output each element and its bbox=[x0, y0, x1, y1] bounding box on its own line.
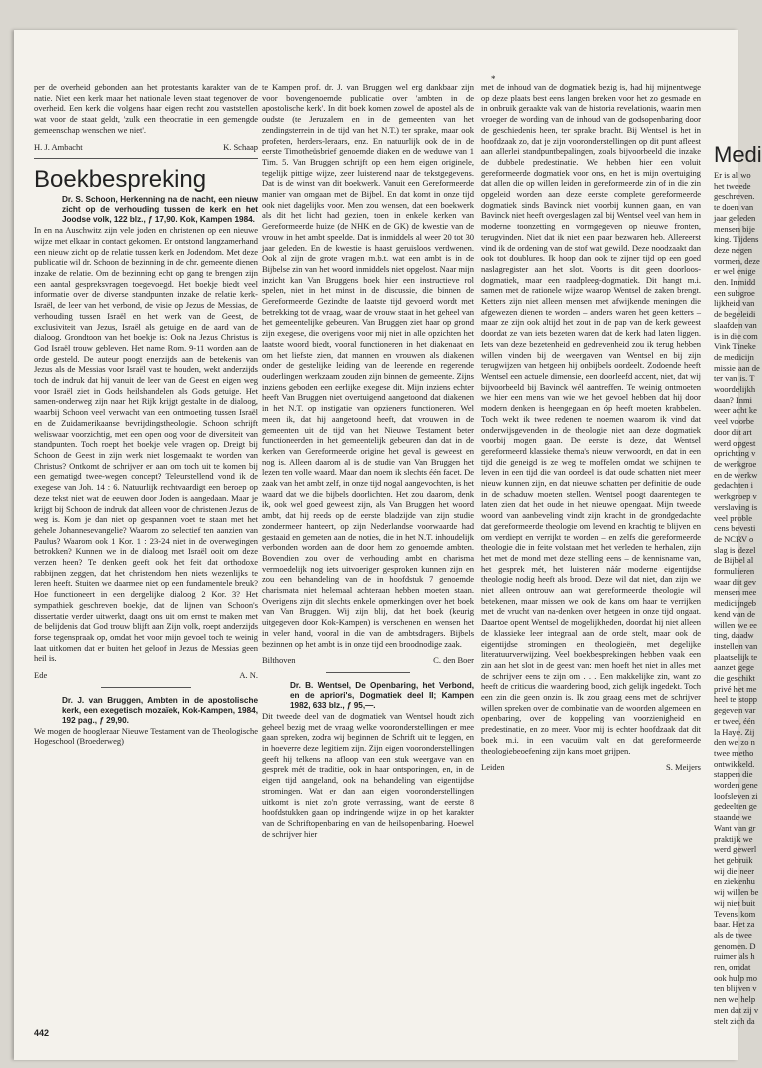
adjacent-line: een subgroe bbox=[714, 287, 755, 298]
review-1-heading: Dr. S. Schoon, Herkenning na de nacht, een nieuw zicht op de verhouding tussen de kerk en het Joodse volk, 122 blz., ƒ 17,90. Kok, Kampen 1984. bbox=[62, 195, 258, 225]
adjacent-line: de NCRV o bbox=[714, 533, 754, 544]
adjacent-line: ruimer als h bbox=[714, 951, 755, 962]
adjacent-line: kend van de bbox=[714, 608, 756, 619]
adjacent-line: aanzet gege bbox=[714, 662, 754, 673]
signature-author: A. N. bbox=[239, 670, 258, 681]
adjacent-line: genomen. D bbox=[714, 940, 756, 951]
column-3 bbox=[481, 82, 701, 773]
adjacent-line: loofsleven zi bbox=[714, 790, 758, 801]
adjacent-line: de medicijn bbox=[714, 351, 754, 362]
signature-author: S. Meijers bbox=[666, 762, 701, 773]
signature-3 bbox=[262, 655, 474, 666]
column-2 bbox=[262, 82, 474, 839]
adjacent-line: door dit art bbox=[714, 426, 752, 437]
adjacent-line: cens bevesti bbox=[714, 523, 756, 534]
review-2-body: te Kampen prof. dr. J. van Bruggen wel erg dankbaar zijn voor bovengenoemde publicatie over 'ambten in de apostolische kerk'. In dit boek komen zowel de apostel als de oudste (te Jeruzalem en in de gemeenten van het zendingsterrein in de tijd van het N.T.) ter sprake, maar ook profeten, herders-leraars, enz. En natuurlijk ook de in de eerste Timotheüsbrief genoemde diaken en de weduwe van 1 Tim. 5. Van Bruggen schrijft op een hem eigen originele, tegelijk pittige wijze, zeer luisterend naar de tekstgegevens. Dat is de winst van dit boekwerk. Vanuit een Gereformeerde manier van omgaan met de Bijbel. En dat komt in onze tijd ook niet dagelijks voor. Men zou wensen, dat een boekwerk als dit het licht had gezien, toen in enkele kerken van Gereformeerde huize (de NHK en de GK) de kwestie van de vrouw in het ambt speelde. Dat is inmiddels al weer 20 tot 30 jaar geleden. En de kwestie is haast geruisloos verdwenen. Ook al zijn de grote vragen m.b.t. wat een ambt is in de Bijbelse zin van het woord inmiddels niet opgelost. Naar mijn inzicht kan Van Bruggens boek hier een instructieve rol spelen, niet in het minst in de discussie, die binnen de Gereformeerde Gezindte de laatste tijd gevoerd wordt met betrekking tot de vraag, waar de vrouw staat in het geheel van het gemeentelijke gebeuren. Van Bruggen ziet haar op grond zijn exegese, die overigens voor mij niet in alle opzichten het laatste woord biedt, vooral functioneren in het diakenaat en om het liefste zien, dat mannen en vrouwen als diakenen onder de gestelijke leiding van de leerende en regerende ouderlingen werkzaam zouden zijn binnen de gemeente. Zijns inziens geboden een eerlijke exegese dit. Mijn inziens echter heeft Van Bruggen niet overtuigend aangetoond dat diakenen in het N.T. op instigatie van opzieners functioneren. Wel meen ik, dat hij aangetoond heeft, dat vrouwen in de gemeenten uit de tijd van het Nieuwe Testament beter functioneerden in het gemeentelijk gebeuren dan dat in de kerken van Gereformeerde origine het geval is geweest en nog is. Alleen daarom al is de studie van Van Bruggen het lezen ten volle waard. Maar dan noem ik slechts één facet. De zaak van het ambt zelf, in onze tijd nogal aangevochten, is het waard dat we die bijbels doorlichten. Het zou daarom, denk ik, ook wel goed geweest zijn, als Van Bruggen het woord ambt, dat hij reeds op de eerste bladzijde van zijn studie zondermeer hanteert, op zijn Nederlandse voorwaarde had gestaaid en gemeten aan de noties, die in het N.T. inhoudelijk verbonden worden aan de door hem zo genoemde ambten. Bovendien zou over de verhouding ambt en charisma vermoedelijk nog iets uitvoeriger gesproken kunnen zijn en zou een behandeling van de in hoofdstuk 7 genoemde charismata niet helemaal achteraan hebben moeten staan. Overigens zijn dit slechts enkele opmerkingen over het boek van Van Bruggen. Wij zijn blij, dat het boek (keurig uitgegeven door Kok-Kampen) is verschenen en wensen het in veler hand, vooral in die van de ambtsdragers. Bijbels bezinnen op het ambt is in onze tijd een broodnodige zaak. bbox=[262, 82, 474, 649]
adjacent-line: mensen mee bbox=[714, 587, 757, 598]
divider bbox=[101, 687, 191, 688]
adjacent-line: veel proble bbox=[714, 512, 752, 523]
column-1 bbox=[34, 82, 258, 747]
adjacent-line: den. Inmidd bbox=[714, 277, 756, 288]
adjacent-line: vormen, deze bbox=[714, 255, 760, 266]
adjacent-line: wij niet buit bbox=[714, 897, 756, 908]
review-3-heading: Dr. B. Wentsel, De Openbaring, het Verbond, en de apriori's, Dogmatiek deel II; Kampen 1982, 633 blz., ƒ 95,—. bbox=[290, 680, 474, 710]
adjacent-line: ting, daadw bbox=[714, 630, 754, 641]
adjacent-line: te doen van bbox=[714, 202, 754, 213]
adjacent-line: veel voorbe bbox=[714, 416, 754, 427]
adjacent-line: als de twee bbox=[714, 929, 752, 940]
adjacent-line: slaafden van bbox=[714, 319, 757, 330]
divider bbox=[34, 158, 258, 159]
adjacent-line: praktijk we bbox=[714, 833, 753, 844]
review-3-body: met de inhoud van de dogmatiek bezig is, had hij mijnentwege op deze plaats best eens langen breken voor het zo gesmade en in onbruik geraakte vak van de historia revelationis, waarin men vroeger de wording van de inhoud van de godsopenbaring door de geschiedenis heen, ter sprake bracht. Bij Wentsel is het in hoofdzaak zo, dat je zijn vooronderstellingen op dit punt afleest aan allerlei standpuntbepalingen, zoals bijvoorbeeld die inzake de dubbele predestinatie. We hebben hier een voluit gereformeerde dogmatiek voor ons, en het is mijn overtuiging dat allen die op willen leiden in gereformeerde zin of in die zin opgeleid worden aan deze eerste complete gereformeerde dogmatiek sinds Bavinck niet voorbij kunnen gaan, en van Bavinck niet heeft overgeslagen zal bij Wentsel veel van hem in moderne toonzetting en vormgegeven op nieuwe fronten, terugvinden. Niet dat ik niet een paar bezwaren heb. Allereerst vind ik de ordening van de stof wat gewild. Deze noodzaakt dan ook tot doublures. Ik hoop dan ook te zijner tijd op een goed naslagregister aan het slot. Voorts is dit geen doorloos-dogmatiek, maar een raadpleeg-dogmatiek. Dit hangt m.i. samen met de rationele wijze waarop Wentsel de zaken brengt. Ketters zijn niet alleen mensen met afwijkende meningen die afgewezen dienen te worden – anders waren het geen ketters – maar ze zijn ook altijd het zout in de pap van de kerk geweest doordat ze van iets bezeten waren dat de kerk had laten liggen. Iets van deze bezetenheid en gedrevenheid zou ik terug hebben willen vinden bij de weergaven van Wentsel en bij zijn terugwijzen van hetgeen hij onbijbels oordeelt. Zodoende heeft Wentsel een actuele dimensie, een doorleefd accent, niet, dat wij bijvoorbeeld bij Bavinck wél aantreffen. Te weinig ontmoeten we hier een mens van wie we het gevoel hebben dat hij door modern denken is heengegaan en óp heeft moeten krabbelen. Toch wekt ik twee redenen te noemen waarom ik vind dat onderwijsgevenden in de theologie niet aan deze dogmatiek voorbij mogen gaan. De eerste is deze, dat Wentsel gereformeerd klassieke thema's nieuw verwoordt, en dat in een tijd die geneigd is ze weg te moffelen omdat we schijnen te leven in een tijd die van oordeel is dat oude schatten niet meer nieuw kunnen zijn, en dat nieuwe schatten per definitie de oude in de schaduw moeten stellen. Wentsel poogt daarentegen te laten zien dat het oude in het nieuwe opengaat. Mijn tweede woord van aanbeveling vindt zijn kracht in de grondgedachte dat gereformeerde theologie om levend en krachtig te blijven en om verdiept en verrijkt te worden – en zelfs die gereformeerde theologie die in feite volstaan met het verleden te herhalen, zijn het met de mond met deze stelling eens – de kennisname van, het gesprek mét, het luisteren náár moderne eigentijdse theologie nodig heeft als brood. Deze wil dat niet, dan zijn we niet alleen ontrouw aan wat gereformeerde theologie wil betekenen, maar missen we ook de kans om haar te verrijken met de vrucht van na-denken over hetgeen in onze tijd ongaat. Daartoe opent Wentsel de mogelijkheden, doordat hij niet alleen de klassieke leer integraal aan de orde stelt, maar ook de eigentijdse stromingen en theologieën, met degelijke literatuurverwijzing. Veel boekbesprekingen hebben vaak een zin aan het slot in de geest van: men hoeft het niet in alles met de schrijver eens te zijn om . . . Een makkelijke zin, want zo heeft de criticus die waardering bood, zich gelijk ingedekt. Toch een zin die geen onzin is. Ik zou graag eens met de schrijver willen spreken over de combinatie van de woorden algemeen en openbaring, over de koppeling van voorzienigheid en predestinatie, en zo meer. Voor mij is echter hoofdzaak dat dit boek m.i. in een vacuüm valt en dat gereformeerde theologiebeoefening zijn kans moet grijpen. bbox=[481, 82, 701, 756]
adjacent-line: missie aan de bbox=[714, 362, 760, 373]
signature-1 bbox=[34, 142, 258, 153]
adjacent-line: weer acht ke bbox=[714, 405, 757, 416]
adjacent-line: Want van gr bbox=[714, 822, 756, 833]
section-title: Boekbespreking bbox=[34, 166, 207, 194]
adjacent-line: privé het me bbox=[714, 683, 757, 694]
signature-4 bbox=[481, 762, 701, 773]
ornament: * bbox=[491, 74, 496, 84]
adjacent-line: medicijngeb bbox=[714, 598, 757, 609]
adjacent-page-column bbox=[714, 170, 760, 1026]
adjacent-line: lijkheid van bbox=[714, 298, 755, 309]
divider bbox=[326, 672, 411, 673]
adjacent-line: plaatselijk te bbox=[714, 651, 758, 662]
signature-2 bbox=[34, 670, 258, 681]
adjacent-line: staande we bbox=[714, 812, 752, 823]
adjacent-line: en de werkw bbox=[714, 469, 758, 480]
adjacent-line: Er is al wo bbox=[714, 170, 751, 180]
adjacent-line: la Haye. Zij bbox=[714, 726, 755, 737]
adjacent-line: het gebruik bbox=[714, 855, 753, 865]
adjacent-line: slag is dezel bbox=[714, 544, 756, 555]
adjacent-line: ten blijven v bbox=[714, 983, 757, 994]
adjacent-line: Vink Tineke bbox=[714, 341, 756, 352]
signature-author: K. Schaap bbox=[223, 141, 258, 152]
adjacent-line: deze negen bbox=[714, 244, 752, 255]
adjacent-line: die geschikt bbox=[714, 673, 755, 684]
adjacent-line: baar. Het za bbox=[714, 919, 755, 930]
adjacent-line: werd opgest bbox=[714, 437, 756, 448]
adjacent-line: mensen bije bbox=[714, 223, 755, 234]
adjacent-line: jaar geleden bbox=[714, 212, 756, 223]
adjacent-line: het tweede bbox=[714, 180, 751, 191]
adjacent-line: is in die com bbox=[714, 330, 758, 341]
adjacent-line: woordelijkh bbox=[714, 384, 756, 395]
adjacent-line: willen we ee bbox=[714, 619, 757, 630]
intro-paragraph: per de overheid gebonden aan het protestants karakter van de natie. Niet een kerk maar het nationale leven staat tegenover de overheid. Een kerk die volgens haar eigen recht zou vaststellen wat voor de staat geldt, 'zulk een theocratie in een gemengde gemeenschap wenschen we niet'. bbox=[34, 82, 258, 135]
adjacent-line: gegeven var bbox=[714, 705, 756, 716]
adjacent-line: Tevens kom bbox=[714, 908, 756, 919]
adjacent-line: verslaving is bbox=[714, 501, 758, 512]
adjacent-line: worden gene bbox=[714, 780, 758, 791]
adjacent-line: stelt zich da bbox=[714, 1015, 755, 1026]
journal-page bbox=[14, 30, 762, 1060]
adjacent-line: ook hulp mo bbox=[714, 972, 757, 983]
adjacent-line: de werkgroe bbox=[714, 458, 757, 469]
adjacent-line: werd gewerl bbox=[714, 844, 757, 855]
adjacent-line: de begeleidi bbox=[714, 309, 756, 320]
adjacent-line: geschreven. bbox=[714, 191, 755, 202]
signature-place: Ede bbox=[34, 670, 48, 681]
signature-place: Leiden bbox=[481, 762, 505, 773]
adjacent-line: ontwikkeld. bbox=[714, 758, 755, 769]
adjacent-line: nen we help bbox=[714, 994, 756, 1005]
adjacent-line: waar dit gev bbox=[714, 576, 757, 587]
adjacent-page-title: Medi bbox=[714, 142, 762, 167]
adjacent-line: wij willen be bbox=[714, 887, 759, 898]
adjacent-line: king. Tijdens bbox=[714, 234, 759, 245]
signature-name: H. J. Ambacht bbox=[34, 141, 83, 152]
signature-author: C. den Boer bbox=[433, 655, 474, 666]
page-number: 442 bbox=[34, 1028, 50, 1038]
signature-place: Bilthoven bbox=[262, 655, 296, 666]
adjacent-line: stappen die bbox=[714, 769, 753, 780]
adjacent-line: gedachten i bbox=[714, 480, 753, 491]
adjacent-line: ren, omdat bbox=[714, 962, 751, 973]
adjacent-line: den we zo n bbox=[714, 737, 755, 748]
review-1-body: In en na Auschwitz zijn vele joden en christenen op een nieuwe wijze met elkaar in contact gekomen. Er ontstond langzamerhand een nieuw zicht op de relatie tussen kerk en Jodendom. Met deze publicatie wil dr. Schoon de bezinning in de chr. gemeente dienen inzake de relatie. Om de bezinning echt op gang te brengen zijn een aantal gespreksvragen toegevoegd. Het boekje biedt veel informatie over de diverse standpunten inzake de relatie kerk-Israël, de leer van het verbond, de visie op Jezus de Messias, de verhouding tussen Israël en het werk van de Geest, de exclusiviteit van Jezus, Israël als getuige en de aard van de dialoog. Grondtoon van het boekje is: Ook na Jezus Christus is God Israël trouw gebleven. Het name Rom. 9-11 worden aan de orde gesteld. De auteur poogt enerzijds aan de betekenis van Jezus als de Messias voor Israël vast te houden, wekt anderzijds toch de indruk dat hij vanuit de leer van de Geest en eigen weg voor Israël ziet in Gods heilshandelen als Gods getuige. Het samen-onderweg zijn naar het Rijk krijgt gestalte in de dialoog, waarbij Schoon veel verwacht van een ontmoeting tussen Israël en de Zuidamerikaanse bevrijdingstheologie. Schoon schrijft weliswaar voorzichtig, met een open oog voor de diversiteit van standpunten. Toch roept het boekje vele vragen op. Dreigt bij Schoon de Geest in zijn werk niet losgemaakt te worden van Christus? Ontkomt de schrijver er aan om toch uit te komen bij een gematigd twee-wegen concept? Teleurstellend vond ik de exegese van Joh. 14 : 6. Natuurlijk rechtvaardigt een beroep op deze tekst niet wat de eeuwen door Joden is aangedaan. Maar je krijgt bij Schoon de indruk dat alleen voor de christenen Jezus de weg is. Kom je dan niet op gespannen voet te staan met het gehele Johannesevangelie? Waarom zo selectief ten aanzien van Paulus? Waarom ook 1 Kor. 1 : 23-24 niet in de overwegingen betrokken? Kunnen we in de dialoog met Israël ooit om deze verzen heen? Te denken geeft ook het feit dat orthodoxe rabbijnen zeggen, dat het christendom hen niets wezenlijks te leren heeft. Stuiten we daarmee niet op een fundamentele breuk? Hoe functioneert in een dergelijke dialoog 2 Kor. 3? Het sympathiek geschreven boekje, dat de lijnen van Schoon's dissertatie verder uitwerkt, daagt ons uit om ernst te maken met de belijdenis dat God trouw blijft aan Zijn volk, roept anderzijds forse tegenspraak op, omdat het voor mijn gevoel toch te weinig laat uitkomen dat er buiten het geloof in Jezus de Messias geen heil is. bbox=[34, 225, 258, 664]
adjacent-line: er twee, één bbox=[714, 715, 755, 726]
adjacent-line: en ziekenhu bbox=[714, 876, 755, 887]
adjacent-line: men dat zij v bbox=[714, 1004, 759, 1015]
adjacent-line: daan? Inmi bbox=[714, 394, 752, 405]
review-2-heading: Dr. J. van Bruggen, Ambten in de apostolische kerk, een exegetisch mozaïek, Kok-Kampen, 1984, 192 pag., ƒ 29,90. bbox=[62, 695, 258, 725]
adjacent-line: wij die neer bbox=[714, 865, 755, 876]
adjacent-line: twee metho bbox=[714, 747, 754, 758]
adjacent-line: gedeelten ge bbox=[714, 801, 757, 812]
review-2-body-start: We mogen de hoogleraar Nieuwe Testament van de Theologische Hogeschool (Broederweg) bbox=[34, 725, 258, 747]
review-3-body-start: Dit tweede deel van de dogmatiek van Wentsel houdt zich geheel bezig met de vraag welke vooronderstellingen er mee gaan spreken, zodra wij beginnen de Schrift uit te leggen, en in hoeverre deze legitiem zijn. Zijn eigen vooronderstellingen geeft hij telkens na afloop van een stuk weergave van en gesprek mét de traditie, ook in haar ontsporingen, en, in de eigen tijd aangeland, ook na behandeling van eigentijdse stromingen. Wat er dan aan eigen vooronderstellingen uitkomt is niet zo'n grote verrassing, want de eerste 8 hoofdstukken gaan op indringende wijze in op het karakter van de Schriftopenbaring en van de heilsopenbaring. Hoewel de schrijver hier bbox=[262, 710, 474, 839]
adjacent-line: heel te stopp bbox=[714, 694, 757, 705]
adjacent-line: instellen van bbox=[714, 640, 758, 651]
adjacent-line: ter van is. T bbox=[714, 373, 755, 384]
adjacent-line: werkgroep v bbox=[714, 491, 757, 502]
adjacent-line: de Bijbel al bbox=[714, 555, 754, 566]
adjacent-line: er wel enige bbox=[714, 266, 756, 277]
adjacent-line: formulieren bbox=[714, 566, 755, 577]
adjacent-line: oprichting v bbox=[714, 448, 756, 459]
